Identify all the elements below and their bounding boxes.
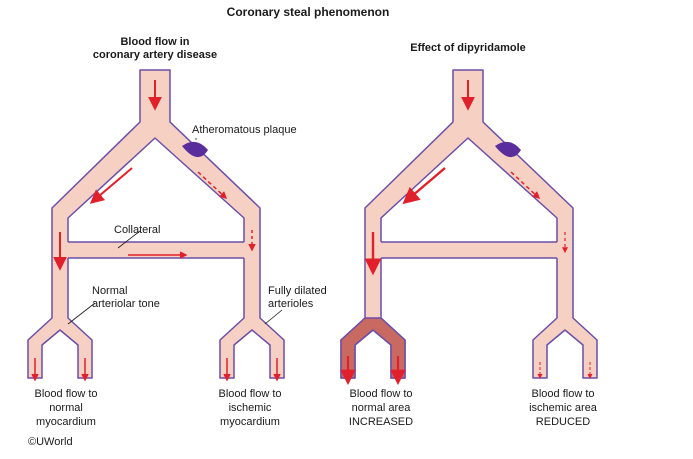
page-title: Coronary steal phenomenon (226, 5, 390, 19)
right-outlet-normal-line1: Blood flow to (349, 388, 413, 400)
plaque-label: Atheromatous plaque (192, 124, 297, 136)
right-heading: Effect of dipyridamole (410, 42, 526, 54)
copyright-label: ©UWorld (28, 436, 73, 448)
left-outlet-ischemic-line3: myocardium (220, 416, 280, 428)
right-outlet-ischemic-line2: ischemic area (529, 402, 597, 414)
right-outlet-ischemic-line3: REDUCED (535, 416, 591, 428)
normal-tone-label-line1: Normal (92, 285, 128, 297)
left-outlet-normal-line1: Blood flow to (34, 388, 98, 400)
dilated-label-line2: arterioles (268, 298, 314, 310)
left-heading-line1: Blood flow in (120, 36, 190, 48)
dilated-label-line1: Fully dilated (268, 285, 327, 297)
right-vessel-tree (341, 70, 597, 382)
left-outlet-normal-line2: normal (49, 402, 83, 414)
left-heading-line2: coronary artery disease (92, 49, 218, 61)
normal-tone-label-line2: arteriolar tone (92, 298, 160, 310)
left-outlet-ischemic-line2: ischemic (228, 402, 272, 414)
right-outlet-normal-line2: normal area (351, 402, 411, 414)
left-outlet-ischemic-line1: Blood flow to (218, 388, 282, 400)
collateral-label: Collateral (114, 224, 161, 236)
left-outlet-normal-line3: myocardium (36, 416, 96, 428)
right-outlet-normal-line3: INCREASED (348, 416, 414, 428)
right-outlet-ischemic-line1: Blood flow to (531, 388, 595, 400)
dilated-normal-region (341, 318, 405, 378)
